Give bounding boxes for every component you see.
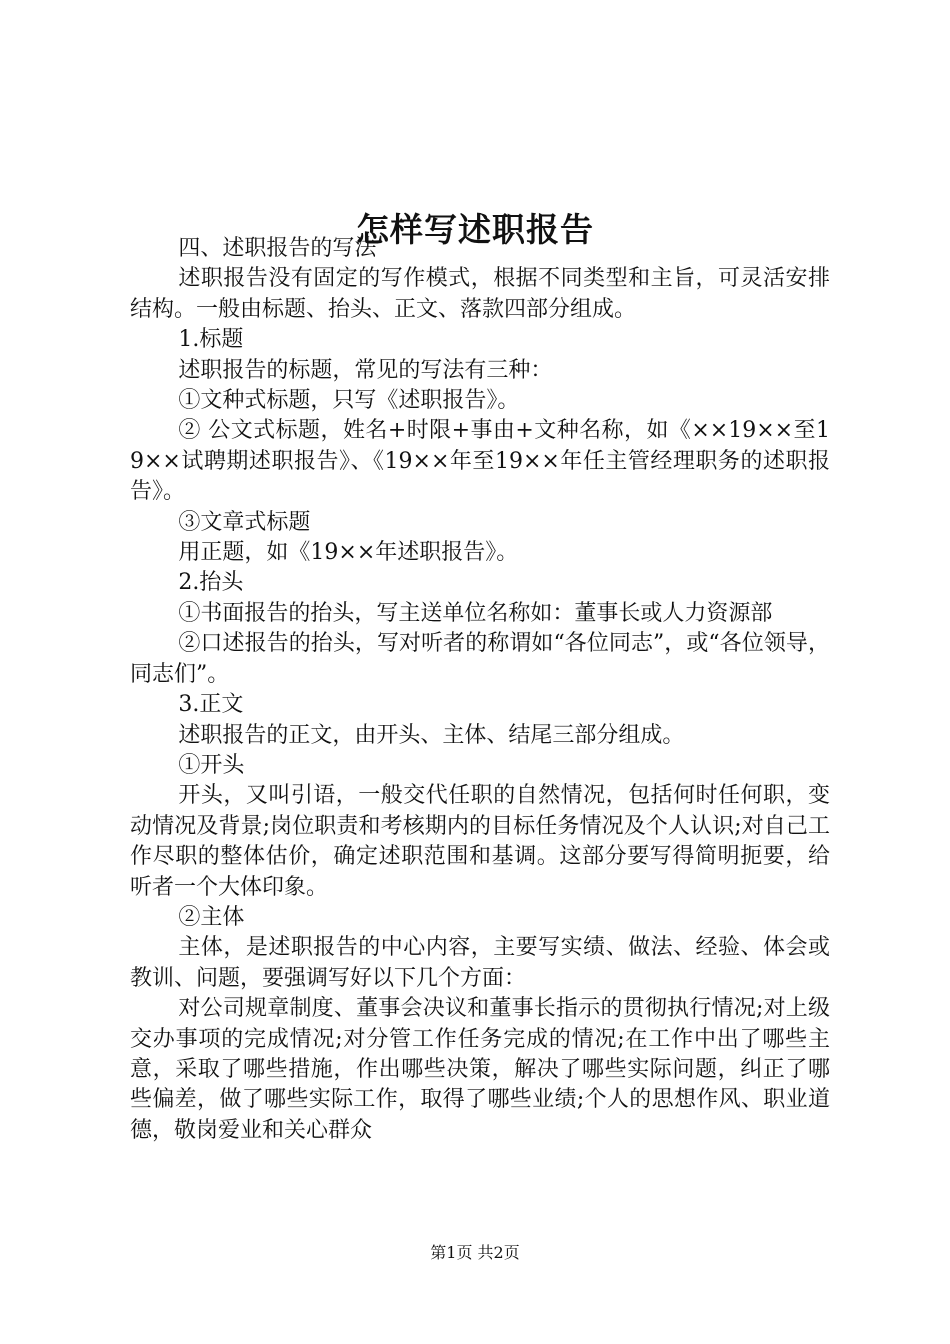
paragraph: ①书面报告的抬头，写主送单位名称如：董事长或人力资源部 bbox=[178, 600, 773, 626]
page-title: 怎样写述职报告 bbox=[356, 210, 594, 250]
paragraph: ②口述报告的抬头，写对听者的称谓如“各位同志”，或“各位领导，同志们”。 bbox=[130, 631, 830, 687]
page-footer: 第1页 共2页 bbox=[430, 1243, 520, 1262]
paragraph: 述职报告的标题，常见的写法有三种： bbox=[178, 357, 553, 383]
paragraph: 四、述职报告的写法 bbox=[178, 236, 377, 261]
paragraph: 述职报告没有固定的写作模式，根据不同类型和主旨，可灵活安排结构。一般由标题、抬头、正文、落款四部分组成。 bbox=[130, 266, 830, 322]
paragraph: ② 公文式标题，姓名+时限+事由+文种名称，如《××19××至19××试聘期述职报告》、《19××年至19××年任主管经理职务的述职报告》。 bbox=[130, 418, 830, 505]
paragraph: ①开头 bbox=[178, 752, 245, 778]
paragraph: 2.抬头 bbox=[178, 570, 244, 596]
paragraph: 主体，是述职报告的中心内容，主要写实绩、做法、经验、体会或教训、问题，要强调写好以下几个方面： bbox=[130, 935, 830, 991]
document-body bbox=[130, 234, 830, 1146]
paragraph: 用正题，如《19××年述职报告》。 bbox=[178, 540, 519, 566]
paragraph: 述职报告的正文，由开头、主体、结尾三部分组成。 bbox=[178, 722, 685, 748]
paragraph: 对公司规章制度、董事会决议和董事长指示的贯彻执行情况;对上级交办事项的完成情况;对分管工作任务完成的情况;在工作中出了哪些主意，采取了哪些措施，作出哪些决策，解决了哪些实际问题，纠正了哪些偏差，做了哪些实际工作，取得了哪些业绩;个人的思想作风、职业道德，敬岗爱业和关心群众 bbox=[130, 996, 830, 1143]
paragraph: 开头，又叫引语，一般交代任职的自然情况，包括何时任何职，变动情况及背景;岗位职责和考核期内的目标任务情况及个人认识;对自己工作尽职的整体估价，确定述职范围和基调。这部分要写得简明扼要，给听者一个大体印象。 bbox=[130, 783, 830, 900]
paragraph: ②主体 bbox=[178, 904, 245, 930]
paragraph: ①文种式标题，只写《述职报告》。 bbox=[178, 388, 520, 414]
paragraph: 3.正文 bbox=[178, 692, 244, 718]
paragraph: 1.标题 bbox=[178, 327, 244, 353]
paragraph: ③文章式标题 bbox=[178, 509, 311, 535]
